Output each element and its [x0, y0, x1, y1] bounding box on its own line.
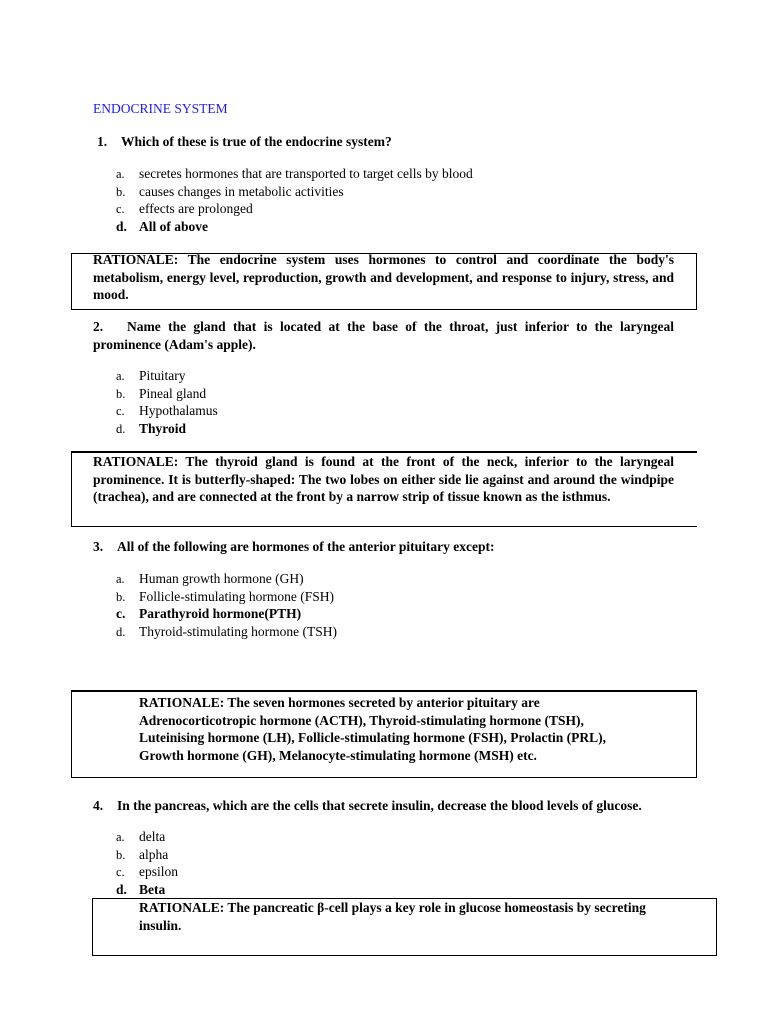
option-a: a. Pituitary: [116, 368, 186, 383]
rationale-4: RATIONALE: The pancreatic β-cell plays a key role in glucose homeostasis by secreting insulin.: [139, 900, 646, 933]
option-c: c. Hypothalamus: [116, 403, 218, 419]
question-number: 2.: [93, 319, 104, 334]
option-b: b. Pineal gland: [116, 385, 207, 401]
option-d: d. Thyroid-stimulating hormone (TSH): [116, 623, 337, 639]
rationale-2: RATIONALE: The thyroid gland is found at the front of the neck, inferior to the laryngeal prominence. It is butterfly-shaped: The two lobes on either side lie against and around the windpipe (trachea), and are connected at the front by a narrow strip of tissue known as the isthmus.: [93, 454, 674, 505]
question-3: [93, 538, 693, 556]
option-a: a. secretes hormones that are transported to target cells by blood: [116, 166, 473, 181]
options-list-4: [116, 828, 178, 898]
option-b: b. causes changes in metabolic activities: [116, 183, 344, 199]
option-c: c. epsilon: [116, 864, 178, 880]
question-number: 4.: [93, 798, 104, 813]
option-c: c. effects are prolonged: [116, 201, 253, 217]
option-d-correct: d. Thyroid: [116, 420, 187, 436]
question-text: Name the gland that is located at the base of the throat, just inferior to the laryngeal prominence (Adam's apple).: [93, 319, 674, 352]
question-text: All of the following are hormones of the anterior pituitary except:: [117, 539, 495, 554]
option-b: b. Follicle-stimulating hormone (FSH): [116, 588, 334, 604]
question-4: [93, 797, 713, 815]
option-a: a. delta: [116, 829, 166, 844]
question-1: [97, 133, 687, 151]
options-list-2: [116, 367, 218, 437]
rationale-3: RATIONALE: The seven hormones secreted by anterior pituitary are Adrenocorticotropic hormone (ACTH), Thyroid-stimulating hormone (TSH), Luteinising hormone (LH), Follicle-stimulating hormone (FSH), Prolactin (PRL), Growth hormone (GH), Melanocyte-stimulating hormone (MSH) etc.: [139, 695, 606, 763]
document-title: ENDOCRINE SYSTEM: [93, 101, 228, 116]
question-number: 3.: [93, 539, 104, 554]
option-d-correct: d. All of above: [116, 218, 208, 234]
option-d-correct: d. Beta: [116, 881, 166, 897]
option-b: b. alpha: [116, 846, 169, 862]
rationale-box-2-left-border: [71, 451, 72, 527]
question-text: In the pancreas, which are the cells that secrete insulin, decrease the blood levels of glucose.: [117, 798, 642, 813]
options-list-1: [116, 165, 473, 235]
question-text: Which of these is true of the endocrine system?: [121, 134, 392, 149]
question-2: [93, 318, 674, 354]
option-c-correct: c. Parathyroid hormone(PTH): [116, 606, 302, 622]
option-a: a. Human growth hormone (GH): [116, 571, 304, 586]
rationale-1: RATIONALE: The endocrine system uses hormones to control and coordinate the body's metabolism, energy level, reproduction, growth and development, and response to injury, stress, and mood.: [93, 252, 674, 303]
options-list-3: [116, 570, 337, 640]
question-number: 1.: [97, 134, 108, 149]
